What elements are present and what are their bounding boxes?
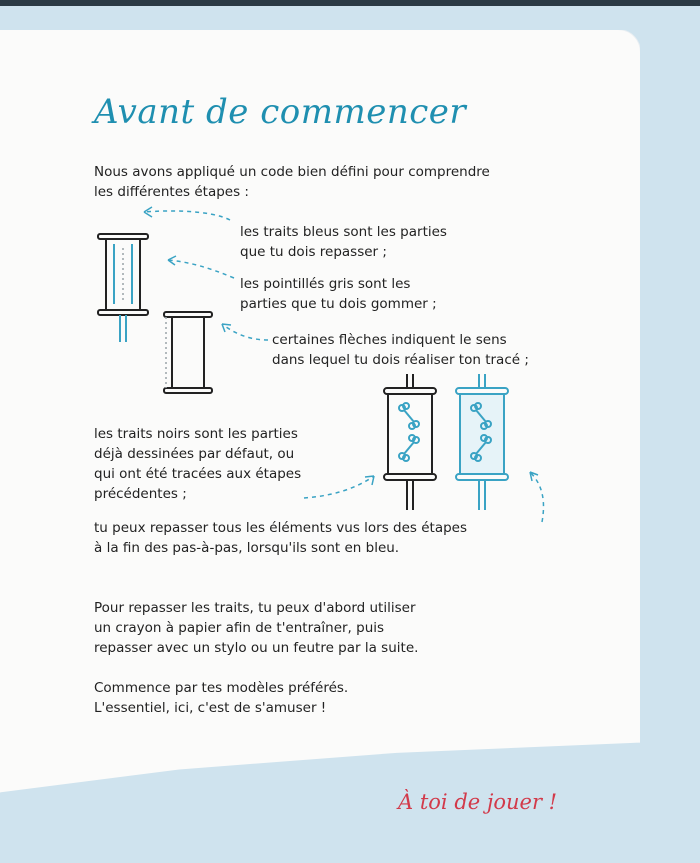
legend-arrows-line-1: certaines flèches indiquent le sens xyxy=(272,332,507,348)
page-title: Avant de commencer xyxy=(94,92,467,132)
legend-dotted-line-1: les pointillés gris sont les xyxy=(240,276,411,292)
intro-line-1: Nous avons appliqué un code bien défini pour comprendre xyxy=(94,164,490,180)
legend-blue-line-2: que tu dois repasser ; xyxy=(240,244,387,260)
tips-line-3: repasser avec un stylo ou un feutre par la suite. xyxy=(94,640,419,656)
tips-line-1: Pour repasser les traits, tu peux d'abord utiliser xyxy=(94,600,416,616)
legend-dotted-line-2: parties que tu dois gommer ; xyxy=(240,296,437,312)
lantern-blue-bones-icon xyxy=(452,372,512,512)
legend-black-line-2: déjà dessinées par défaut, ou xyxy=(94,446,295,462)
cta-text: À toi de jouer ! xyxy=(398,790,558,814)
legend-black-line-4: précédentes ; xyxy=(94,486,187,502)
legend-review-line-1: tu peux repasser tous les éléments vus lors des étapes xyxy=(94,520,468,536)
legend-blue-line-1: les traits bleus sont les parties xyxy=(240,224,447,240)
intro-line-2: les différentes étapes : xyxy=(94,184,249,200)
legend-black-line-1: les traits noirs sont les parties xyxy=(94,426,298,442)
guide-arrows xyxy=(130,200,610,530)
top-bar xyxy=(0,0,700,6)
legend-black-line-3: qui ont été tracées aux étapes xyxy=(94,466,302,482)
closing-line-1: Commence par tes modèles préférés. xyxy=(94,680,349,696)
tips-line-2: un crayon à papier afin de t'entraîner, puis xyxy=(94,620,385,636)
lantern-black-bones-icon xyxy=(380,372,440,512)
closing-line-2: L'essentiel, ici, c'est de s'amuser ! xyxy=(94,700,327,716)
legend-arrows-line-2: dans lequel tu dois réaliser ton tracé ; xyxy=(272,352,529,368)
legend-review-line-2: à la fin des pas-à-pas, lorsqu'ils sont en bleu. xyxy=(94,540,400,556)
